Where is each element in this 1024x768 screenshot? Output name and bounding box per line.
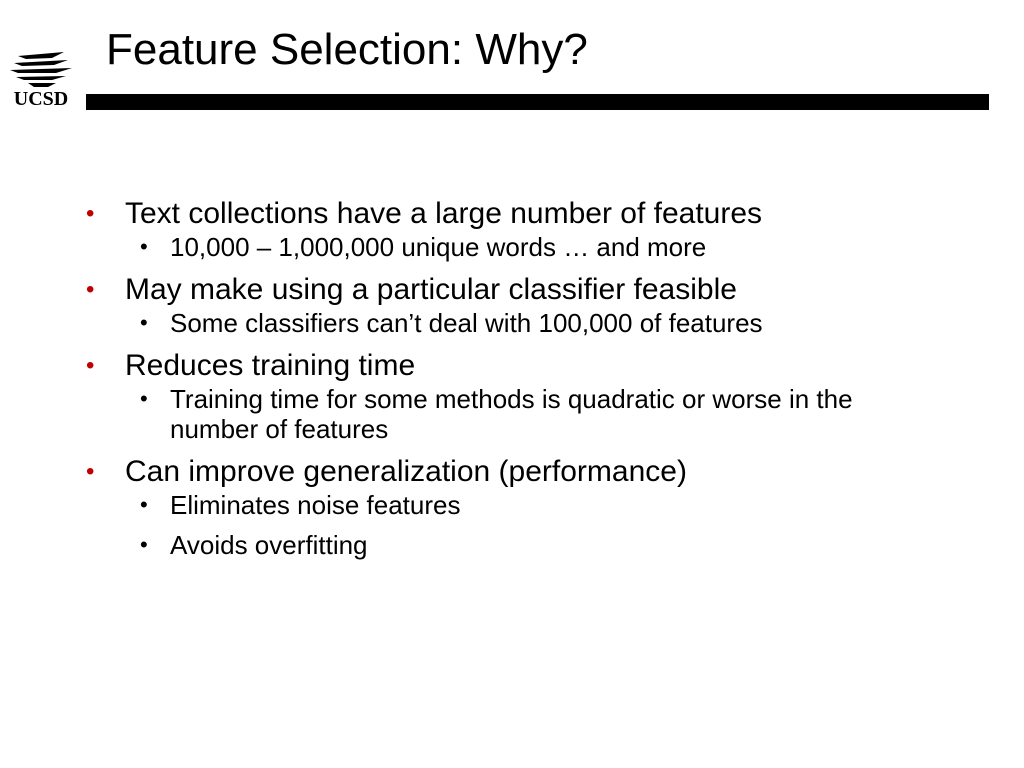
sub-bullet-group [86,490,986,560]
sub-bullet-text: Eliminates noise features [170,490,461,520]
bullet-list [86,196,986,560]
sub-bullet-marker: • [140,234,148,259]
sub-bullet-item [86,384,910,444]
sub-bullet-marker: • [140,386,148,411]
spacer [86,338,986,348]
ucsd-logo-icon [8,50,74,88]
sub-bullet-text: Avoids overfitting [170,530,368,560]
sub-bullet-group [86,308,986,338]
sub-bullet-item [86,490,986,520]
sub-bullet-item [86,232,986,262]
bullet-item [86,272,986,308]
bullet-text: Reduces training time [125,349,416,382]
bullet-marker: • [86,276,95,303]
sub-bullet-group [86,232,986,262]
spacer [86,262,986,272]
sub-bullet-group [86,384,986,444]
sub-bullet-marker: • [140,492,148,517]
bullet-marker: • [86,200,95,227]
ucsd-logo [4,50,78,112]
bullet-marker: • [86,352,95,379]
bullet-text: Can improve generalization (performance) [125,455,687,488]
slide-title: Feature Selection: Why? [106,25,588,74]
spacer [86,444,986,454]
sub-bullet-marker: • [140,532,148,557]
bullet-item [86,348,986,384]
sub-bullet-text: Some classifiers can’t deal with 100,000 of features [170,308,763,338]
bullet-item [86,196,986,232]
sub-bullet-item [86,308,986,338]
sub-bullet-marker: • [140,310,148,335]
bullet-text: May make using a particular classifier feasible [125,273,737,306]
title-underline [86,94,989,110]
bullet-marker: • [86,458,95,485]
sub-bullet-text: 10,000 – 1,000,000 unique words … and more [170,232,707,262]
sub-bullet-text: Training time for some methods is quadratic or worse in the number of features [170,384,853,444]
bullet-item [86,454,986,490]
logo-text: UCSD [13,88,69,110]
spacer [86,520,986,530]
sub-bullet-item [86,530,986,560]
bullet-text: Text collections have a large number of features [125,197,763,230]
